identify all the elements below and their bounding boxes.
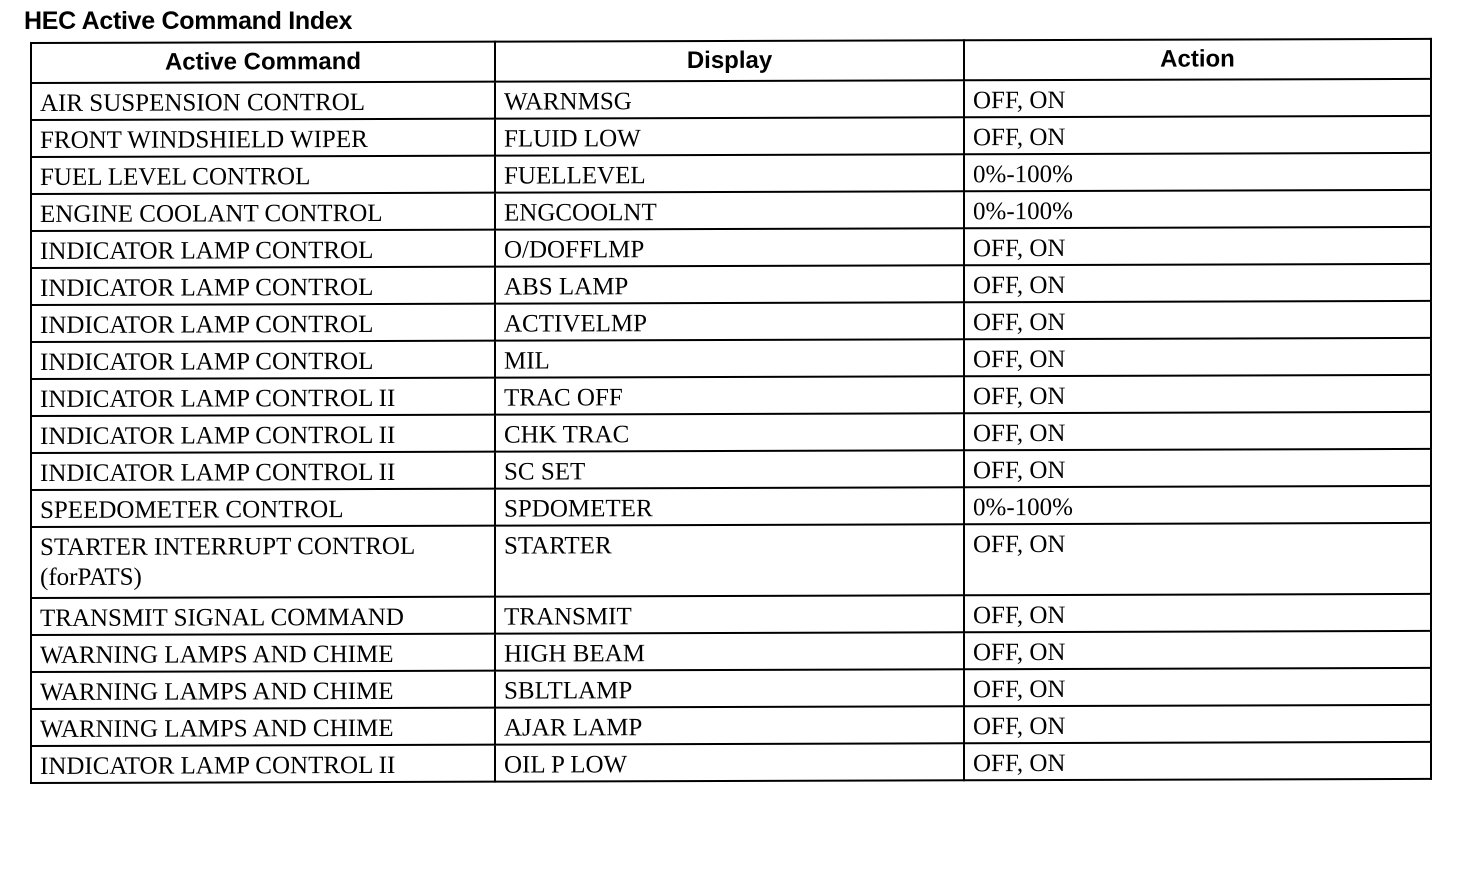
cell-active-command (31, 82, 495, 120)
command-text: INDICATOR LAMP CONTROL (40, 236, 374, 265)
cell-action: OFF, ON (964, 375, 1431, 413)
table-row (31, 227, 1431, 268)
cell-active-command (31, 378, 495, 416)
cell-display: CHK TRAC (495, 413, 964, 451)
cell-active-command (31, 267, 495, 305)
table-row (31, 742, 1431, 783)
cell-active-command (31, 489, 495, 527)
table-row (31, 705, 1431, 746)
cell-action: OFF, ON (964, 301, 1431, 339)
cell-active-command (31, 452, 495, 490)
table-row (31, 594, 1431, 635)
command-text: AIR SUSPENSION CONTROL (40, 89, 366, 117)
cell-active-command (31, 230, 495, 268)
cell-display: TRAC OFF (495, 376, 964, 414)
cell-display: ABS LAMP (495, 265, 964, 303)
cell-active-command (31, 745, 495, 783)
cell-display: FLUID LOW (495, 117, 964, 155)
cell-active-command (31, 708, 495, 746)
cell-action: OFF, ON (964, 705, 1431, 743)
cell-action: OFF, ON (964, 631, 1431, 669)
command-text: INDICATOR LAMP CONTROL (40, 273, 374, 302)
cell-active-command (31, 193, 495, 231)
table-body (31, 79, 1431, 783)
cell-display: O/DOFFLMP (495, 228, 964, 266)
command-text: STARTER INTERRUPT CONTROL (40, 532, 416, 561)
cell-action: OFF, ON (964, 79, 1431, 117)
cell-action: OFF, ON (964, 668, 1431, 706)
table-row (31, 301, 1431, 342)
cell-display: SBLTLAMP (495, 669, 964, 707)
cell-display: HIGH BEAM (495, 632, 964, 670)
table-row (31, 375, 1431, 416)
table-row (31, 486, 1431, 527)
cell-action: 0%-100% (964, 190, 1431, 228)
cell-display: FUELLEVEL (495, 154, 964, 192)
command-text: INDICATOR LAMP CONTROL II (40, 384, 396, 413)
command-text: INDICATOR LAMP CONTROL II (40, 458, 396, 487)
header-display: Display (495, 40, 964, 81)
command-text: TRANSMIT SIGNAL COMMAND (40, 603, 404, 632)
cell-action: 0%-100% (964, 486, 1431, 524)
table-row (31, 116, 1431, 157)
page-title: HEC Active Command Index (24, 7, 353, 35)
table-row (31, 153, 1431, 194)
table-row (31, 631, 1431, 672)
command-table (30, 38, 1432, 784)
cell-action: OFF, ON (964, 338, 1431, 376)
cell-active-command (31, 597, 495, 635)
table-row (31, 412, 1431, 453)
cell-action: OFF, ON (964, 449, 1431, 487)
command-text: INDICATOR LAMP CONTROL (40, 347, 374, 376)
command-text: WARNING LAMPS AND CHIME (40, 714, 394, 743)
cell-display: TRANSMIT (495, 595, 964, 633)
cell-active-command (31, 119, 495, 157)
command-text: FUEL LEVEL CONTROL (40, 163, 311, 191)
cell-action: OFF, ON (964, 227, 1431, 265)
command-text: WARNING LAMPS AND CHIME (40, 677, 394, 706)
cell-action: OFF, ON (964, 523, 1431, 595)
cell-action: OFF, ON (964, 742, 1431, 780)
cell-display: OIL P LOW (495, 743, 964, 781)
table-row (31, 668, 1431, 709)
table-row (31, 264, 1431, 305)
cell-display: ENGCOOLNT (495, 191, 964, 229)
cell-active-command (31, 304, 495, 342)
command-text: INDICATOR LAMP CONTROL II (40, 751, 396, 780)
cell-action: OFF, ON (964, 264, 1431, 302)
command-text: INDICATOR LAMP CONTROL (40, 310, 374, 339)
table-header-row (31, 39, 1431, 83)
table-row (31, 338, 1431, 379)
command-text-line2: (forPATS) (40, 563, 142, 591)
cell-display: SPDOMETER (495, 487, 964, 525)
cell-active-command (31, 526, 495, 598)
cell-active-command (31, 156, 495, 194)
cell-display: AJAR LAMP (495, 706, 964, 744)
table-row (31, 79, 1431, 120)
table-row (31, 190, 1431, 231)
header-active-command: Active Command (31, 42, 495, 83)
cell-display: ACTIVELMP (495, 302, 964, 340)
cell-action: OFF, ON (964, 116, 1431, 154)
cell-active-command (31, 634, 495, 672)
command-text: WARNING LAMPS AND CHIME (40, 640, 394, 669)
cell-active-command (31, 671, 495, 709)
cell-active-command (31, 341, 495, 379)
cell-action: OFF, ON (964, 412, 1431, 450)
table-row (31, 449, 1431, 490)
cell-active-command (31, 415, 495, 453)
cell-action: OFF, ON (964, 594, 1431, 632)
header-action: Action (964, 39, 1431, 80)
cell-action: 0%-100% (964, 153, 1431, 191)
command-table-wrapper (30, 38, 1432, 784)
command-text: SPEEDOMETER CONTROL (40, 496, 344, 524)
command-text: INDICATOR LAMP CONTROL II (40, 421, 396, 450)
cell-display: WARNMSG (495, 80, 964, 118)
cell-display: SC SET (495, 450, 964, 488)
command-text: FRONT WINDSHIELD WIPER (40, 125, 368, 154)
cell-display: STARTER (495, 524, 964, 596)
command-text: ENGINE COOLANT CONTROL (40, 199, 383, 228)
cell-display: MIL (495, 339, 964, 377)
table-row (31, 523, 1431, 598)
